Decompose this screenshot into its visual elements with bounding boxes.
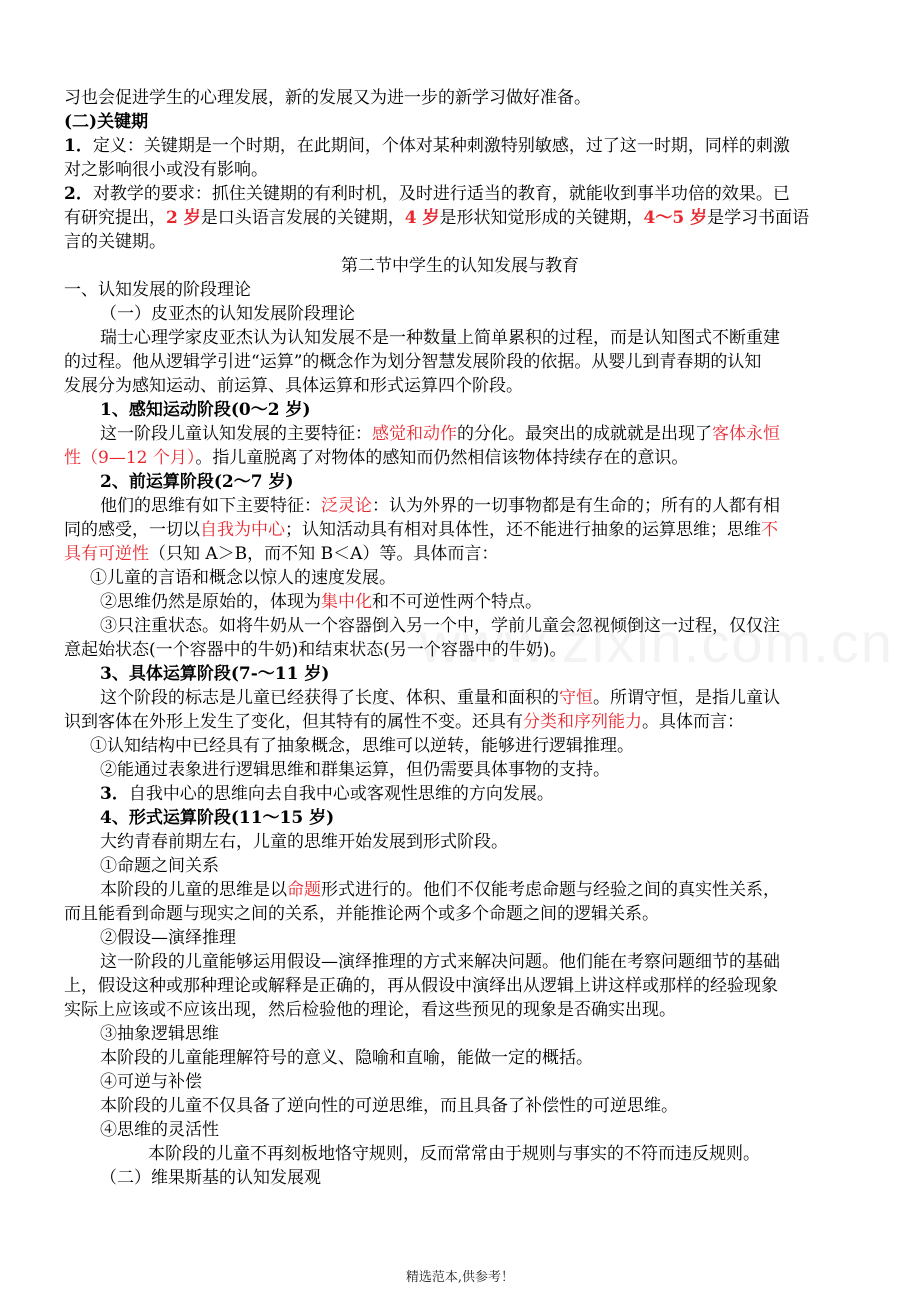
paragraph-line: 本阶段的儿童不仅具备了逆向性的可逆思维，而且具备了补偿性的可逆思维。 bbox=[100, 1096, 678, 1116]
list-item: ①儿童的言语和概念以惊人的速度发展。 bbox=[90, 568, 396, 588]
paragraph-line: 发展分为感知运动、前运算、具体运算和形式运算四个阶段。 bbox=[64, 376, 523, 396]
list-item: ③只注重状态。如将牛奶从一个容器倒入另一个中，学前儿童会忽视倾倒这一过程，仅仅注 bbox=[100, 616, 780, 636]
page-footer: 精选范本,供参考！ bbox=[405, 1270, 515, 1285]
paragraph-line: 瑞士心理学家皮亚杰认为认知发展不是一种数量上简单累积的过程，而是认知图式不断重建 bbox=[100, 328, 780, 348]
subpoint-heading: ③抽象逻辑思维 bbox=[100, 1024, 219, 1044]
requirement-line: 言的关键期。 bbox=[64, 232, 166, 252]
list-item: ①认知结构中已经具有了抽象概念，思维可以逆转，能够进行逻辑推理。 bbox=[90, 736, 634, 756]
list-item: 3．自我中心的思维向去自我中心或客观性思维的方向发展。 bbox=[100, 784, 554, 804]
emphasis-text: 自我为中心 bbox=[200, 520, 285, 540]
subheading-vygotsky: （二）维果斯基的认知发展观 bbox=[100, 1168, 321, 1188]
paragraph-line: 本阶段的儿童不再刻板地恪守规则，反而常常由于规则与事实的不符而违反规则。 bbox=[148, 1144, 760, 1164]
paragraph-line: 这一阶段儿童认知发展的主要特征：感觉和动作的分化。最突出的成就就是出现了客体永恒 bbox=[100, 424, 780, 444]
paragraph-line: 实际上应该或不应该出现，然后检验他的理论，看这些预见的现象是否确实出现。 bbox=[64, 1000, 676, 1020]
emphasis-text: 性（9—12 个月） bbox=[64, 448, 196, 468]
section-title: 第二节中学生的认知发展与教育 bbox=[341, 256, 579, 276]
stage-heading: 1、感知运动阶段(0～2 岁) bbox=[100, 400, 311, 420]
paragraph-line: 这个阶段的标志是儿童已经获得了长度、体积、重量和面积的守恒。所谓守恒，是指儿童认 bbox=[100, 688, 780, 708]
list-item: ②能通过表象进行逻辑思维和群集运算，但仍需要具体事物的支持。 bbox=[100, 760, 610, 780]
definition-line: 对之影响很小或没有影响。 bbox=[64, 160, 268, 180]
paragraph-line: 大约青春前期左右，儿童的思维开始发展到形式阶段。 bbox=[100, 832, 508, 852]
emphasis-text: 客体永恒 bbox=[712, 424, 780, 444]
list-item: 意起始状态(一个容器中的牛奶)和结束状态(另一个容器中的牛奶)。 bbox=[64, 640, 567, 660]
list-item: ②思维仍然是原始的，体现为集中化和不可逆性两个特点。 bbox=[100, 592, 542, 612]
emphasis-text: 分类和序列能力 bbox=[523, 712, 642, 732]
emphasis-text: 4～5 岁 bbox=[643, 208, 708, 228]
emphasis-text: 集中化 bbox=[321, 592, 372, 612]
paragraph-line: 他们的思维有如下主要特征：泛灵论：认为外界的一切事物都是有生命的；所有的人都有相 bbox=[100, 496, 780, 516]
emphasis-text: 守恒 bbox=[559, 688, 593, 708]
stage-heading: 2、前运算阶段(2～7 岁) bbox=[100, 472, 294, 492]
paragraph-line: 识到客体在外形上发生了变化，但其特有的属性不变。还具有分类和序列能力。具体而言： bbox=[64, 712, 744, 732]
paragraph-line: 本阶段的儿童能理解符号的意义、隐喻和直喻，能做一定的概括。 bbox=[100, 1048, 593, 1068]
emphasis-text: 感觉和动作 bbox=[372, 424, 457, 444]
emphasis-text: 4 岁 bbox=[404, 208, 440, 228]
emphasis-text: 命题 bbox=[287, 880, 321, 900]
paragraph-line: 而且能看到命题与现实之间的关系，并能推论两个或多个命题之间的逻辑关系。 bbox=[64, 904, 659, 924]
paragraph-line: 具有可逆性（只知 A＞B，而不知 B＜A）等。具体而言： bbox=[64, 544, 499, 564]
requirement-line: 有研究提出，2 岁是口头语言发展的关键期，4 岁是形状知觉形成的关键期，4～5 岁是学习书面语 bbox=[64, 208, 810, 228]
emphasis-text: 2 岁 bbox=[166, 208, 201, 228]
emphasis-text: 泛灵论 bbox=[321, 496, 372, 516]
part-heading: 一、认知发展的阶段理论 bbox=[64, 280, 251, 300]
paragraph-line: 上，假设这种或那种理论或解释是正确的，再从假设中演绎出从逻辑上讲这样或那样的经验现象 bbox=[64, 976, 778, 996]
stage-heading: 4、形式运算阶段(11～15 岁) bbox=[100, 808, 335, 828]
paragraph-line: 这一阶段的儿童能够运用假设—演绎推理的方式来解决问题。他们能在考察问题细节的基础 bbox=[100, 952, 780, 972]
subpoint-heading: ④可逆与补偿 bbox=[100, 1072, 202, 1092]
definition-line: 1．定义：关键期是一个时期，在此期间，个体对某种刺激特别敏感，过了这一时期，同样的刺激 bbox=[64, 136, 790, 156]
subpoint-heading: ④思维的灵活性 bbox=[100, 1120, 219, 1140]
document-body bbox=[64, 86, 856, 1190]
subpoint-heading: ②假设—演绎推理 bbox=[100, 928, 236, 948]
emphasis-text: 不 bbox=[761, 520, 778, 540]
subheading-piaget: （一）皮亚杰的认知发展阶段理论 bbox=[100, 304, 355, 324]
paragraph-line: 习也会促进学生的心理发展，新的发展又为进一步的新学习做好准备。 bbox=[64, 88, 591, 108]
stage-heading: 3、具体运算阶段(7-～11 岁) bbox=[100, 664, 330, 684]
requirement-line: 2．对教学的要求：抓住关键期的有利时机，及时进行适当的教育，就能收到事半功倍的效果。已 bbox=[64, 184, 790, 204]
paragraph-line: 的过程。他从逻辑学引进“运算”的概念作为划分智慧发展阶段的依据。从婴儿到青春期的认知 bbox=[64, 352, 762, 372]
paragraph-line: 本阶段的儿童的思维是以命题形式进行的。他们不仅能考虑命题与经验之间的真实性关系， bbox=[100, 880, 780, 900]
subpoint-heading: ①命题之间关系 bbox=[100, 856, 219, 876]
section-heading-critical-period: (二)关键期 bbox=[64, 112, 149, 132]
emphasis-text: 具有可逆性 bbox=[64, 544, 149, 564]
paragraph-line: 同的感受，一切以自我为中心；认知活动具有相对具体性，还不能进行抽象的运算思维；思维不 bbox=[64, 520, 778, 540]
paragraph-line: 性（9—12 个月）。指儿童脱离了对物体的感知而仍然相信该物体持续存在的意识。 bbox=[64, 448, 689, 468]
